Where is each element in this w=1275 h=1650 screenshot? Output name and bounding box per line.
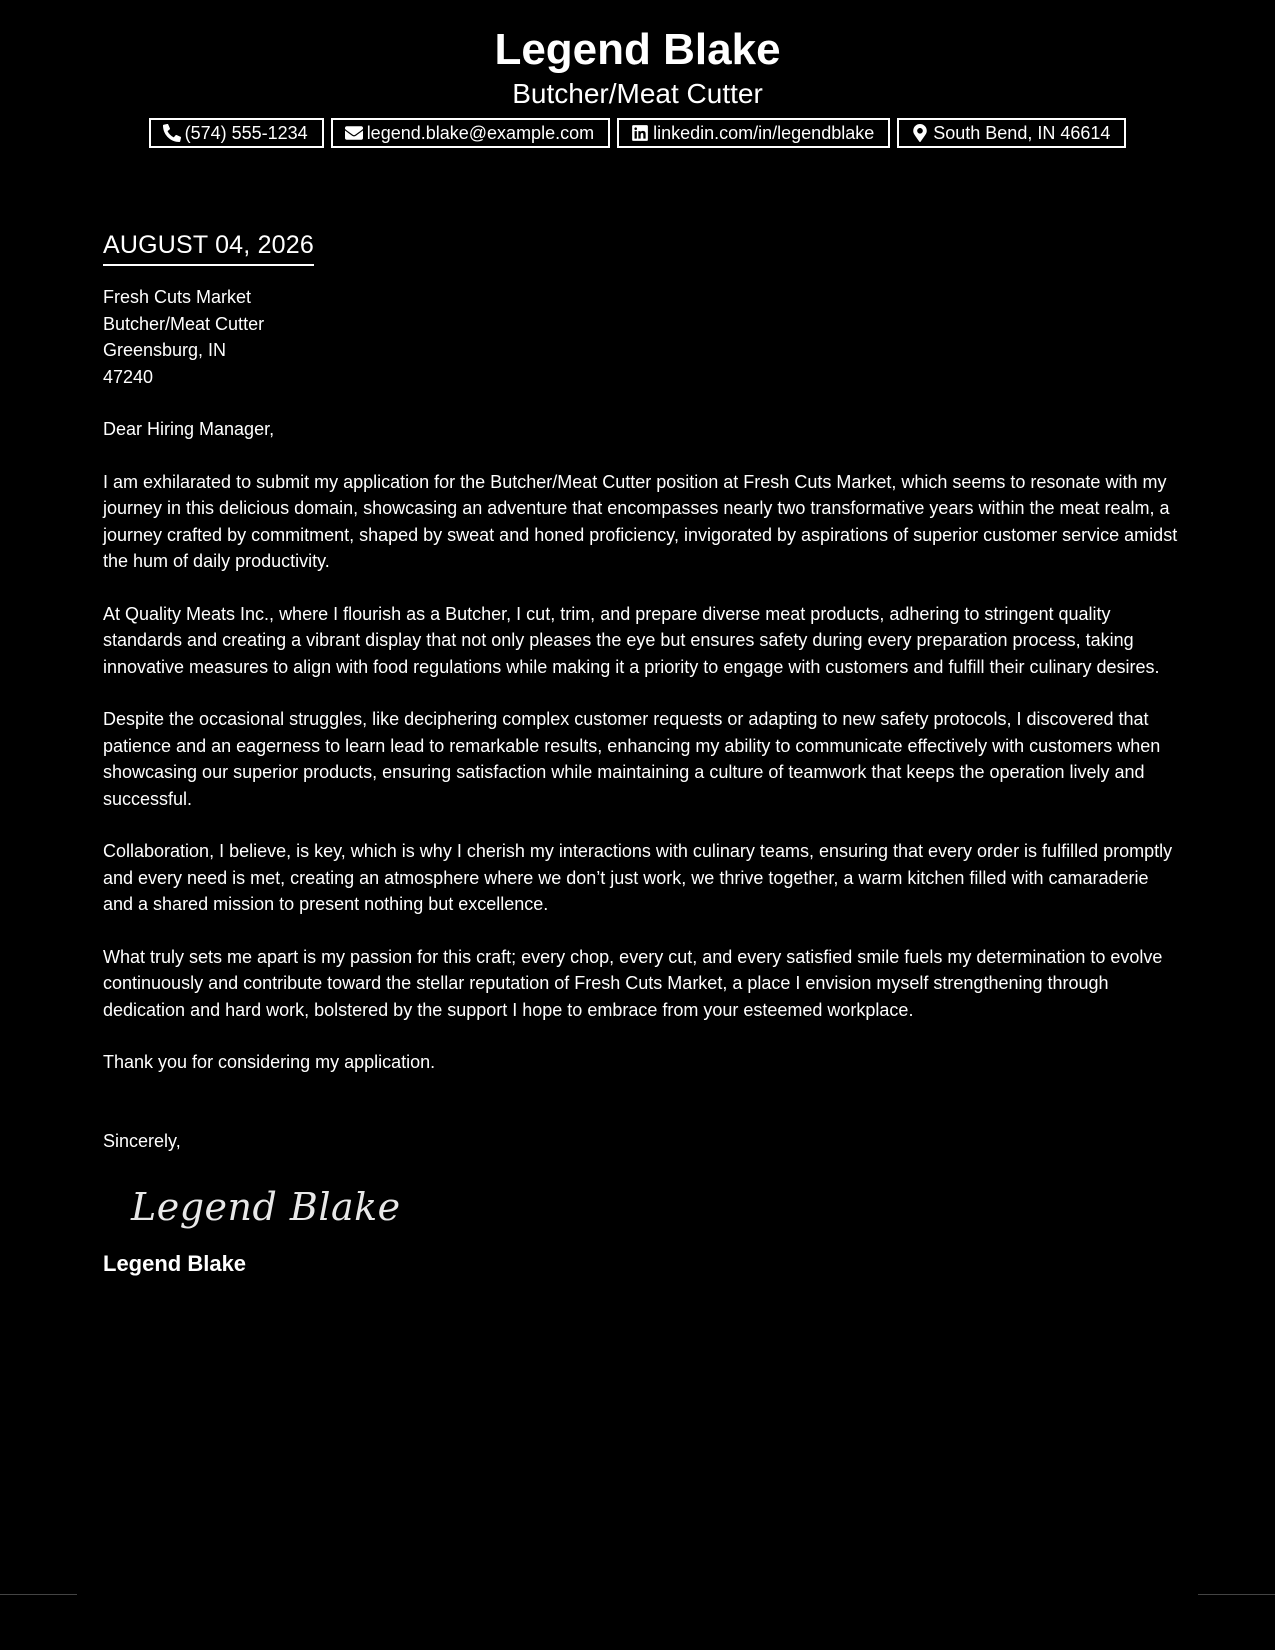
recipient-company: Fresh Cuts Market — [103, 287, 252, 307]
contact-phone-text: (574) 555-1234 — [184, 123, 308, 143]
paragraph: At Quality Meats Inc., where I flourish as a Butcher, I cut, trim, and prepare diverse meat products, adhering to stringent quality standards and creating a vibrant display that not only pleases the eye but ensures safety during every preparation process, taking innovative measures to align with food regulations while making it a priority to engage with customers and fulfill their culinary desires. — [103, 603, 1160, 677]
recipient-block — [103, 284, 1183, 390]
salutation: Dear Hiring Manager, — [103, 419, 275, 439]
map-marker-icon — [911, 124, 929, 142]
handwritten-signature: Legend Blake — [131, 1185, 401, 1229]
footer-divider-left — [0, 1594, 77, 1595]
recipient-zip: 47240 — [103, 366, 154, 387]
contact-linkedin-text: linkedin.com/in/legendblake — [653, 123, 875, 143]
recipient-position: Butcher/Meat Cutter — [103, 313, 265, 334]
contact-linkedin[interactable] — [617, 118, 890, 148]
footer-divider-right — [1198, 1594, 1275, 1595]
recipient-city: Greensburg, IN — [103, 340, 227, 360]
linkedin-icon — [631, 124, 649, 142]
paragraph: What truly sets me apart is my passion for this craft; every chop, every cut, and every satisfied smile fuels my determination to evolve continuously and contribute toward the stellar reputation of Fresh Cuts Market, a place I envision myself strengthening through dedication and hard work, bolstered by the support I hope to embrace from your esteemed workplace. — [103, 946, 1163, 1020]
paragraph-thanks: Thank you for considering my application. — [103, 1052, 436, 1072]
paragraph: Collaboration, I believe, is key, which is why I cherish my interactions with culinary teams, ensuring that every order is fulfilled promptly and every need is met, creating an atmosphere where we don’t just work, we thrive together, a warm kitchen filled with camaraderie and a shared mission to present nothing but excellence. — [103, 841, 1173, 914]
contact-location[interactable] — [897, 118, 1126, 148]
letter-header — [0, 0, 1275, 148]
closing: Sincerely, — [103, 1130, 181, 1151]
applicant-name: Legend Blake — [494, 25, 781, 74]
applicant-title: Butcher/Meat Cutter — [512, 78, 763, 109]
paragraph: I am exhilarated to submit my application for the Butcher/Meat Cutter position at Fresh Cuts Market, which seems to resonate with my journey in this delicious domain, showcasing an adventure that encompasses nearly two transformative years within the meat realm, a journey crafted by commitment, shaped by sweat and honed proficiency, invigorated by aspirations of superior customer service amidst the hum of daily productivity. — [103, 471, 1178, 571]
contact-bar — [0, 118, 1275, 148]
contact-email-text: legend.blake@example.com — [366, 123, 595, 143]
letter-date: AUGUST 04, 2026 — [103, 228, 314, 266]
contact-phone[interactable] — [149, 118, 324, 148]
contact-email[interactable] — [331, 118, 610, 148]
contact-location-text: South Bend, IN 46614 — [933, 123, 1111, 143]
signer-name: Legend Blake — [103, 1251, 247, 1276]
paragraph: Despite the occasional struggles, like deciphering complex customer requests or adapting to new safety protocols, I discovered that patience and an eagerness to learn lead to remarkable results, enhancing my ability to communicate effectively with customers when showcasing our superior products, ensuring satisfaction while maintaining a culture of teamwork that keeps the operation lively and successful. — [103, 709, 1161, 809]
letter-body — [103, 228, 1183, 1278]
envelope-icon — [345, 124, 363, 142]
phone-icon — [163, 124, 181, 142]
